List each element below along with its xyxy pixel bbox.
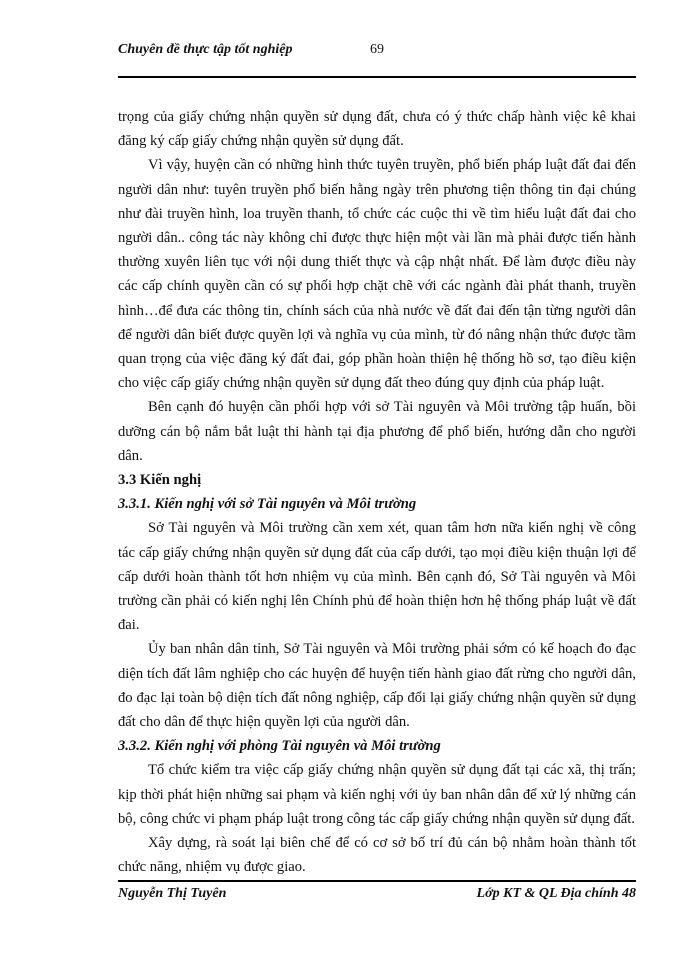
- paragraph-propaganda: Vì vậy, huyện cần có những hình thức tuyên truyền, phổ biến pháp luật đất đai đến người dân như: tuyên truyền phổ biến hằng ngày trên phương tiện thông tin đại chúng như đài truyền hình, loa truyền thanh, tổ chức các cuộc thi về tìm hiểu luật đất đai cho người dân.. công tác này không chỉ được thực hiện một vài lần mà phải được tiến hành thường xuyên liên tục với nội dung thiết thực và cập nhật nhất. Để làm được điều này các cấp chính quyền cần có sự phối hợp chặt chẽ với các ngành đài phát thanh, truyền hình…để đưa các thông tin, chính sách của nhà nước về đất đai đến tận từng người dân để người dân biết được quyền lợi và nghĩa vụ của mình, từ đó nâng nhận thức được tầm quan trọng của việc đăng ký đất đai, góp phần hoàn thiện hệ thống hồ sơ, tạo điều kiện cho việc cấp giấy chứng nhận quyền sử dụng đất theo đúng quy định của pháp luật.: [118, 157, 636, 392]
- page-number: 69: [370, 42, 384, 57]
- paragraph-continuation: trọng của giấy chứng nhận quyền sử dụng đất, chưa có ý thức chấp hành việc kê khai đăng ký cấp giấy chứng nhận quyền sử dụng đất.: [118, 109, 636, 150]
- paragraph-staffing: Xây dựng, rà soát lại biên chế để có cơ sở bố trí đủ cán bộ nhằm hoàn thành tốt chức năng, nhiệm vụ được giao.: [118, 835, 636, 876]
- section-heading: 3.3 Kiến nghị: [118, 472, 202, 489]
- page-footer: [118, 884, 636, 906]
- page-header: [118, 40, 636, 62]
- author-name: Nguyễn Thị Tuyên: [118, 886, 227, 901]
- subsection-heading-2: 3.3.2. Kiến nghị với phòng Tài nguyên và Môi trường: [118, 738, 441, 755]
- paragraph-department: Sở Tài nguyên và Môi trường cần xem xét, quan tâm hơn nữa kiến nghị về công tác cấp giấy chứng nhận quyền sử dụng đất của cấp dưới, tạo mọi điều kiện thuận lợi để cấp dưới hoàn thành tốt hơn nhiệm vụ của mình. Bên cạnh đó, Sở Tài nguyên và Môi trường cần phải có kiến nghị lên Chính phủ để hoàn thiện hơn hệ thống pháp luật về đất đai.: [118, 520, 636, 634]
- document-title: Chuyên đề thực tập tốt nghiệp: [118, 42, 293, 57]
- footer-rule: [118, 880, 636, 882]
- paragraph-coordination: Bên cạnh đó huyện cần phối hợp với sở Tài nguyên và Môi trường tập huấn, bồi dưỡng cán bộ nắm bắt luật thi hành tại địa phương để phổ biến, hướng dẫn cho người dân.: [118, 399, 636, 464]
- subsection-heading-1: 3.3.1. Kiến nghị với sở Tài nguyên và Môi trường: [118, 496, 417, 513]
- header-rule: [118, 76, 636, 78]
- paragraph-inspection: Tổ chức kiểm tra việc cấp giấy chứng nhận quyền sử dụng đất tại các xã, thị trấn; kịp thời phát hiện những sai phạm và kiến nghị với ủy ban nhân dân để xử lý những cán bộ, công chức vi phạm pháp luật trong công tác cấp giấy chứng nhận quyền sử dụng đất.: [118, 762, 636, 827]
- document-body: [118, 105, 636, 880]
- paragraph-province: Ủy ban nhân dân tỉnh, Sở Tài nguyên và Môi trường phải sớm có kế hoạch đo đạc diện tích đất lâm nghiệp cho các huyện để huyện tiến hành giao đất rừng cho người dân, đo đạc lại toàn bộ diện tích đất nông nghiệp, cấp đổi lại giấy chứng nhận quyền sử dụng đất cho dân để thực hiện quyền lợi của người dân.: [118, 641, 636, 731]
- class-label: Lớp KT & QL Địa chính 48: [476, 886, 636, 901]
